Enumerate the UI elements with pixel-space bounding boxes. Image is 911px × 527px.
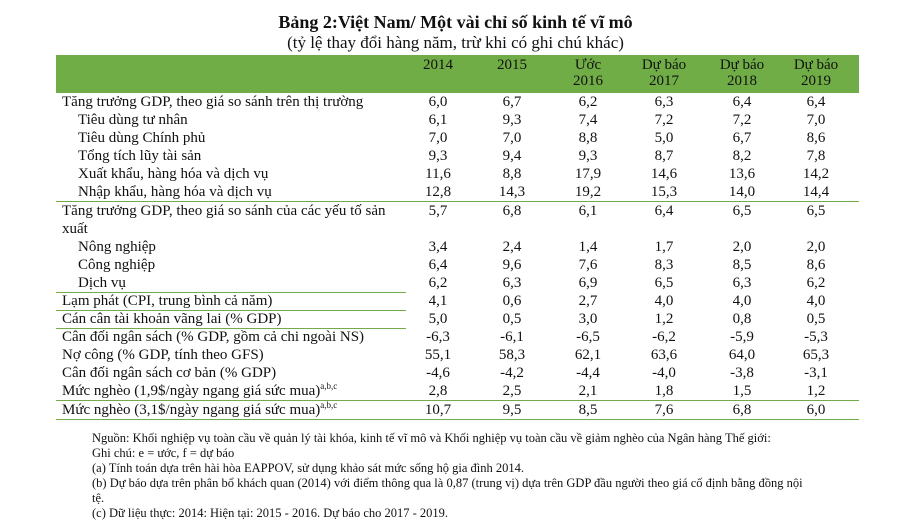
table-row bbox=[56, 346, 859, 364]
row-label bbox=[78, 183, 272, 201]
row-label-text: Tăng trưởng GDP, theo giá so sánh trên thị trường bbox=[62, 94, 364, 110]
table-row bbox=[56, 93, 859, 111]
header-col-2015 bbox=[476, 57, 548, 73]
cell-value: 5,7 bbox=[428, 203, 448, 219]
cell-value: 9,6 bbox=[502, 257, 522, 273]
cell-value: 6,4 bbox=[428, 257, 448, 273]
table-subtitle: (tỷ lệ thay đổi hàng năm, trừ khi có ghi chú khác) bbox=[287, 33, 624, 52]
footnote-a: (a) Tính toán dựa trên hài hòa EAPPOV, sử dụng khảo sát mức sống hộ gia đình 2014. bbox=[92, 461, 524, 475]
cell-value: 13,6 bbox=[728, 166, 756, 182]
source-note: Nguồn: Khối nghiệp vụ toàn cầu về quản lý tài khóa, kinh tế vĩ mô và Khối nghiệp vụ toàn cầu về giảm nghèo của Ngân hàng Thế giới: bbox=[92, 431, 771, 445]
cell-value: 15,3 bbox=[650, 184, 678, 200]
row-label bbox=[62, 310, 282, 328]
cell-value: 6,7 bbox=[502, 94, 522, 110]
row-label bbox=[78, 256, 155, 274]
cell-value: 63,6 bbox=[650, 347, 678, 363]
table-row bbox=[56, 238, 859, 256]
row-label-text: Lạm phát (CPI, trung bình cả năm) bbox=[62, 293, 273, 309]
cell-value: 6,5 bbox=[654, 275, 674, 291]
cell-value: 3,4 bbox=[428, 239, 448, 255]
cell-value: 8,6 bbox=[806, 130, 826, 146]
row-label-text: Cán cân tài khoản vãng lai (% GDP) bbox=[62, 311, 282, 327]
cell-value: 14,3 bbox=[498, 184, 526, 200]
row-label-text: Xuất khẩu, hàng hóa và dịch vụ bbox=[78, 166, 269, 182]
cell-value: 6,2 bbox=[428, 275, 448, 291]
cell-value: 14,2 bbox=[802, 166, 830, 182]
cell-value: 64,0 bbox=[728, 347, 756, 363]
header-year: 2016 bbox=[573, 73, 603, 89]
row-label-text: Nông nghiệp bbox=[78, 239, 156, 255]
table-row bbox=[56, 274, 859, 292]
cell-value: 2,0 bbox=[806, 239, 826, 255]
cell-value: 4,1 bbox=[428, 293, 448, 309]
cell-value: 1,2 bbox=[654, 311, 674, 327]
row-label bbox=[62, 328, 364, 346]
row-label-text: Cân đối ngân sách (% GDP, gồm cả chi ngoài NS) bbox=[62, 329, 365, 345]
footnote-marker: a,b,c bbox=[320, 400, 338, 410]
cell-value: 9,3 bbox=[578, 148, 598, 164]
header-col-2017 bbox=[628, 57, 700, 89]
cell-value: 11,6 bbox=[425, 166, 451, 182]
cell-value: 0,6 bbox=[502, 293, 522, 309]
row-label bbox=[62, 364, 276, 382]
table-row bbox=[56, 165, 859, 183]
cell-value: 2,4 bbox=[502, 239, 522, 255]
footnotes bbox=[92, 431, 812, 521]
row-label bbox=[78, 274, 126, 292]
header-forecast-label: Dự báo bbox=[793, 57, 839, 73]
row-label bbox=[78, 238, 156, 256]
cell-value: -4,2 bbox=[500, 365, 524, 381]
row-label bbox=[62, 401, 337, 419]
table-body bbox=[56, 93, 859, 420]
cell-value: 2,7 bbox=[578, 293, 598, 309]
header-year: 2019 bbox=[801, 73, 831, 89]
cell-value: 8,8 bbox=[502, 166, 522, 182]
row-label-text: Tiêu dùng Chính phủ bbox=[78, 130, 206, 146]
table-header bbox=[56, 55, 859, 93]
table-row bbox=[56, 111, 859, 129]
cell-value: 6,2 bbox=[578, 94, 598, 110]
cell-value: 8,5 bbox=[578, 402, 598, 418]
cell-value: 6,2 bbox=[806, 275, 826, 291]
cell-value: 7,8 bbox=[806, 148, 826, 164]
cell-value: 1,5 bbox=[732, 383, 752, 399]
cell-value: 19,2 bbox=[574, 184, 602, 200]
cell-value: 7,6 bbox=[654, 402, 674, 418]
cell-value: 65,3 bbox=[802, 347, 830, 363]
table-row bbox=[56, 382, 859, 401]
cell-value: 6,3 bbox=[732, 275, 752, 291]
cell-value: 1,4 bbox=[578, 239, 598, 255]
row-label-text: Mức nghèo (1,9$/ngày ngang giá sức mua) bbox=[62, 383, 321, 399]
row-label-text: Dịch vụ bbox=[78, 275, 126, 291]
header-year: 2018 bbox=[727, 73, 757, 89]
cell-value: 5,0 bbox=[654, 130, 674, 146]
table-row bbox=[56, 256, 859, 274]
cell-value: -5,9 bbox=[730, 329, 754, 345]
cell-value: 2,8 bbox=[428, 383, 448, 399]
row-label bbox=[62, 346, 264, 364]
cell-value: -6,3 bbox=[426, 329, 450, 345]
cell-value: -3,1 bbox=[804, 365, 828, 381]
cell-value: 6,3 bbox=[502, 275, 522, 291]
table-row bbox=[56, 202, 859, 238]
row-label-text: Công nghiệp bbox=[78, 257, 156, 273]
table-row bbox=[56, 310, 859, 328]
row-label bbox=[62, 292, 272, 310]
cell-value: 6,4 bbox=[732, 94, 752, 110]
cell-value: 8,5 bbox=[732, 257, 752, 273]
row-label bbox=[62, 202, 402, 238]
cell-value: 4,0 bbox=[654, 293, 674, 309]
cell-value: 14,4 bbox=[802, 184, 830, 200]
cell-value: 0,5 bbox=[806, 311, 826, 327]
cell-value: 8,2 bbox=[732, 148, 752, 164]
header-forecast-label: Dự báo bbox=[641, 57, 687, 73]
cell-value: 9,3 bbox=[502, 112, 522, 128]
cell-value: -4,6 bbox=[426, 365, 450, 381]
header-col-2019 bbox=[780, 57, 852, 89]
cell-value: 8,3 bbox=[654, 257, 674, 273]
cell-value: 6,0 bbox=[806, 402, 826, 418]
cell-value: 6,3 bbox=[654, 94, 674, 110]
cell-value: 7,0 bbox=[428, 130, 448, 146]
footnote-c: (c) Dữ liệu thực: 2014: Hiện tại: 2015 - 2016. Dự báo cho 2017 - 2019. bbox=[92, 506, 449, 520]
cell-value: 9,5 bbox=[502, 402, 522, 418]
cell-value: 5,0 bbox=[428, 311, 448, 327]
cell-value: 7,2 bbox=[654, 112, 674, 128]
cell-value: 55,1 bbox=[424, 347, 452, 363]
cell-value: 0,5 bbox=[502, 311, 522, 327]
header-year: 2014 bbox=[423, 57, 453, 73]
row-label bbox=[78, 111, 188, 129]
cell-value: -4,0 bbox=[652, 365, 676, 381]
header-year: 2015 bbox=[497, 57, 527, 73]
header-col-2016 bbox=[552, 57, 624, 89]
cell-value: -6,2 bbox=[652, 329, 676, 345]
cell-value: 14,6 bbox=[650, 166, 678, 182]
cell-value: 1,8 bbox=[654, 383, 674, 399]
legend-note: Ghi chú: e = ước, f = dự báo bbox=[92, 446, 235, 460]
cell-value: 3,0 bbox=[578, 311, 598, 327]
cell-value: 9,3 bbox=[428, 148, 448, 164]
cell-value: 7,6 bbox=[578, 257, 598, 273]
table-row bbox=[56, 401, 859, 420]
cell-value: 8,7 bbox=[654, 148, 674, 164]
cell-value: -6,5 bbox=[576, 329, 600, 345]
cell-value: -4,4 bbox=[576, 365, 600, 381]
cell-value: 6,9 bbox=[578, 275, 598, 291]
cell-value: 2,0 bbox=[732, 239, 752, 255]
cell-value: 7,4 bbox=[578, 112, 598, 128]
cell-value: 17,9 bbox=[574, 166, 602, 182]
table-row bbox=[56, 129, 859, 147]
cell-value: 6,7 bbox=[732, 130, 752, 146]
cell-value: 8,8 bbox=[578, 130, 598, 146]
cell-value: 6,5 bbox=[806, 203, 826, 219]
table-row bbox=[56, 328, 859, 346]
header-forecast-label: Dự báo bbox=[719, 57, 765, 73]
row-label-text: Tiêu dùng tư nhân bbox=[78, 112, 188, 128]
footnote-b: (b) Dự báo dựa trên phân bổ khách quan (2014) với điểm thông qua là 0,87 (trung vị) dựa trên GDP đầu người theo giá cố định bằng đồng nội tệ. bbox=[92, 476, 803, 505]
cell-value: 0,8 bbox=[732, 311, 752, 327]
row-label bbox=[78, 147, 201, 165]
cell-value: 7,0 bbox=[502, 130, 522, 146]
table-row bbox=[56, 147, 859, 165]
cell-value: 7,0 bbox=[806, 112, 826, 128]
cell-value: 6,8 bbox=[502, 203, 522, 219]
row-label-text: Tổng tích lũy tài sản bbox=[78, 148, 202, 164]
cell-value: 8,6 bbox=[806, 257, 826, 273]
cell-value: 9,4 bbox=[502, 148, 522, 164]
table-row bbox=[56, 364, 859, 382]
cell-value: 6,1 bbox=[578, 203, 598, 219]
header-col-2014 bbox=[402, 57, 474, 73]
macro-indicators-table bbox=[56, 55, 859, 420]
cell-value: -6,1 bbox=[500, 329, 524, 345]
cell-value: 4,0 bbox=[806, 293, 826, 309]
header-year: 2017 bbox=[649, 73, 679, 89]
cell-value: 1,2 bbox=[806, 383, 826, 399]
cell-value: 2,5 bbox=[502, 383, 522, 399]
cell-value: 62,1 bbox=[574, 347, 602, 363]
cell-value: 14,0 bbox=[728, 184, 756, 200]
cell-value: 6,1 bbox=[428, 112, 448, 128]
row-label bbox=[78, 165, 268, 183]
row-label-text: Tăng trưởng GDP, theo giá so sánh của các yếu tố sản xuất bbox=[62, 203, 386, 237]
cell-value: 7,2 bbox=[732, 112, 752, 128]
cell-value: 4,0 bbox=[732, 293, 752, 309]
cell-value: 1,7 bbox=[654, 239, 674, 255]
cell-value: 2,1 bbox=[578, 383, 598, 399]
cell-value: -5,3 bbox=[804, 329, 828, 345]
row-label bbox=[62, 382, 337, 400]
row-label bbox=[62, 93, 363, 111]
row-label-text: Nhập khẩu, hàng hóa và dịch vụ bbox=[78, 184, 272, 200]
table-row bbox=[56, 183, 859, 202]
cell-value: 58,3 bbox=[498, 347, 526, 363]
cell-value: 6,0 bbox=[428, 94, 448, 110]
cell-value: 6,8 bbox=[732, 402, 752, 418]
row-label-text: Cân đối ngân sách cơ bản (% GDP) bbox=[62, 365, 277, 381]
row-label-text: Mức nghèo (3,1$/ngày ngang giá sức mua) bbox=[62, 402, 321, 418]
cell-value: 6,5 bbox=[732, 203, 752, 219]
row-label-text: Nợ công (% GDP, tính theo GFS) bbox=[62, 347, 264, 363]
header-estimate-label: Ước bbox=[574, 57, 602, 73]
header-col-2018 bbox=[706, 57, 778, 89]
footnote-marker: a,b,c bbox=[320, 381, 338, 391]
table-row bbox=[56, 292, 859, 310]
cell-value: -3,8 bbox=[730, 365, 754, 381]
table-title: Bảng 2:Việt Nam/ Một vài chỉ số kinh tế vĩ mô bbox=[278, 12, 633, 32]
cell-value: 6,4 bbox=[654, 203, 674, 219]
cell-value: 12,8 bbox=[424, 184, 452, 200]
cell-value: 10,7 bbox=[424, 402, 452, 418]
cell-value: 6,4 bbox=[806, 94, 826, 110]
row-label bbox=[78, 129, 205, 147]
